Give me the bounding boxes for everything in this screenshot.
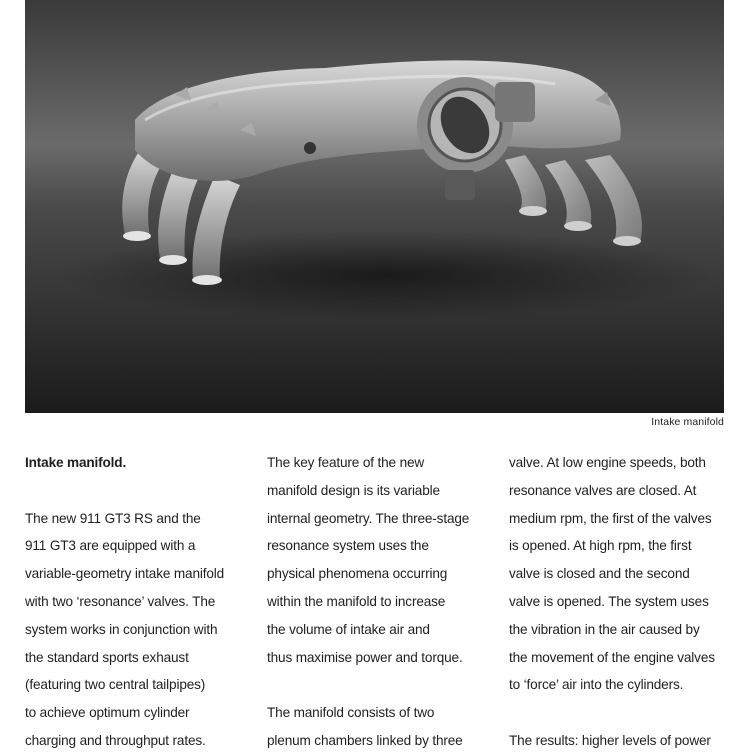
text-line: charging and throughput rates. xyxy=(25,732,206,748)
text-line: valve. At low engine speeds, both xyxy=(509,455,706,470)
text-line: with two ‘resonance’ valves. The xyxy=(25,593,216,609)
text-line: The new 911 GT3 RS and the xyxy=(25,510,201,526)
text-line: the volume of intake air and xyxy=(267,621,430,637)
photo-caption: Intake manifold xyxy=(651,416,724,428)
text-line: medium rpm, the first of the valves xyxy=(509,510,712,526)
text-line: valve is closed and the second xyxy=(509,566,690,582)
text-line: internal geometry. The three-stage xyxy=(267,510,470,526)
text-line: resonance system uses the xyxy=(267,538,429,554)
text-line: is opened. At high rpm, the first xyxy=(509,538,692,554)
text-line: The manifold consists of two xyxy=(267,705,435,721)
text-line: system works in conjunction with xyxy=(25,621,218,637)
text-line: 911 GT3 are equipped with a xyxy=(25,538,196,554)
text-line: thus maximise power and torque. xyxy=(267,649,463,665)
text-line: manifold design is its variable xyxy=(267,482,440,498)
text-line: the movement of the engine valves xyxy=(509,649,715,665)
text-line: (featuring two central tailpipes) xyxy=(25,677,206,693)
text-line: variable-geometry intake manifold xyxy=(25,566,225,582)
text-line: plenum chambers linked by three xyxy=(267,732,463,748)
text-line: resonance valves are closed. At xyxy=(509,482,697,498)
text-line: to achieve optimum cylinder xyxy=(25,705,190,721)
column-1 xyxy=(25,449,257,755)
text-line: The key feature of the new xyxy=(267,455,425,470)
text-line: physical phenomena occurring xyxy=(267,566,448,582)
text-line: the vibration in the air caused by xyxy=(509,621,700,637)
text-line: the standard sports exhaust xyxy=(25,649,189,665)
column-2 xyxy=(267,449,499,755)
text-line: within the manifold to increase xyxy=(267,593,446,609)
section-heading: Intake manifold. xyxy=(25,455,127,470)
text-line: The results: higher levels of power xyxy=(509,732,711,748)
column-3 xyxy=(509,449,741,755)
intake-manifold-photo xyxy=(25,0,724,413)
text-line: to ‘force’ air into the cylinders. xyxy=(509,677,684,693)
text-line: valve is opened. The system uses xyxy=(509,593,709,609)
